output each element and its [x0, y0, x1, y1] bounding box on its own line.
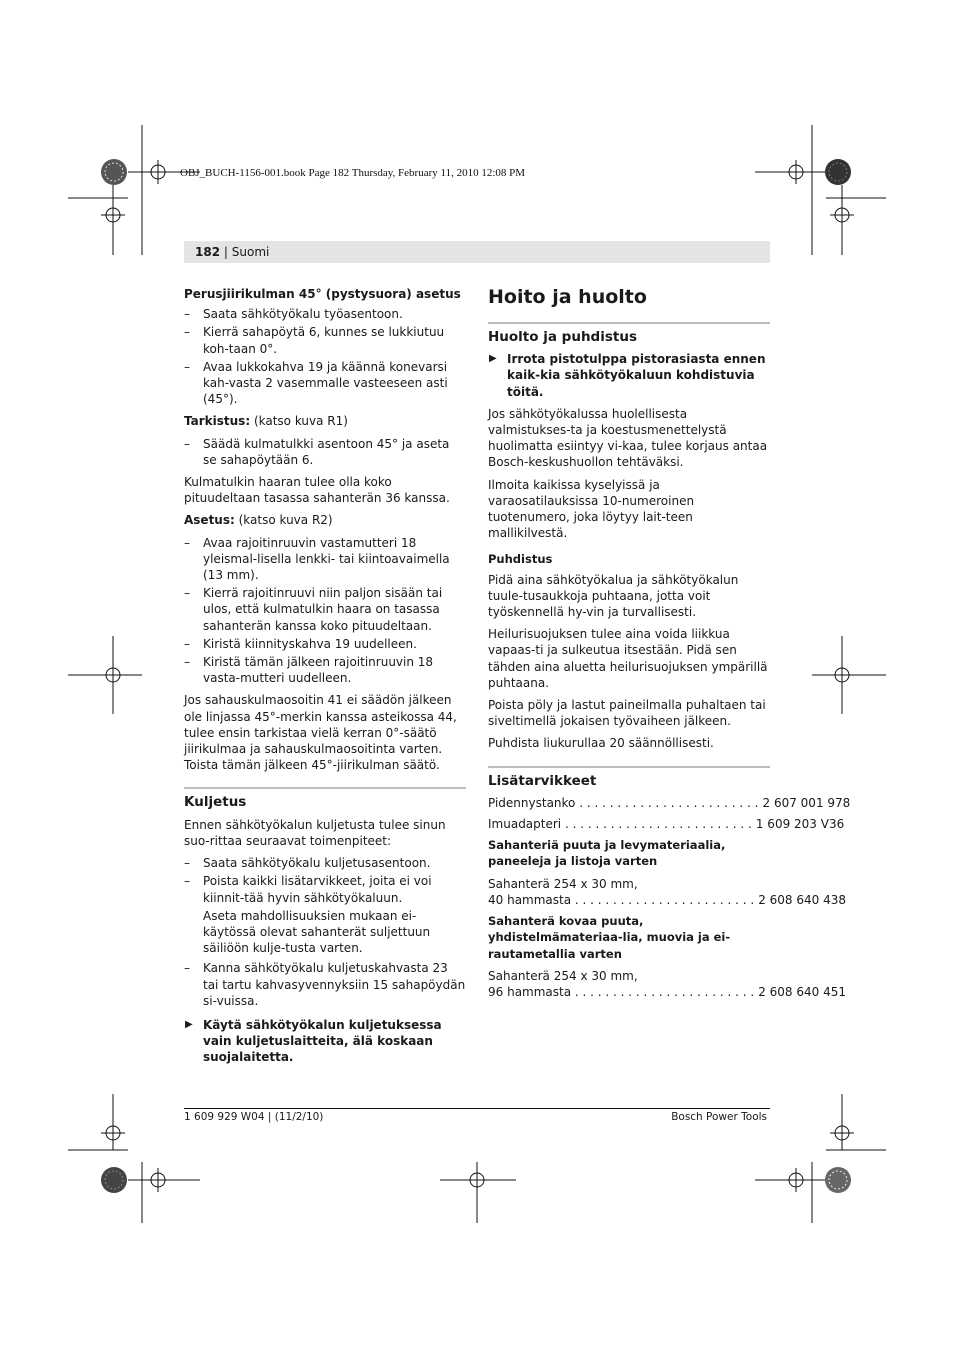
- transport-heading: Kuljetus: [184, 787, 466, 810]
- footer-rule: [184, 1108, 770, 1109]
- triangle-bullet-icon: ▶: [489, 353, 497, 365]
- transport-intro: Ennen sähkötyökalun kuljetusta tulee sinun suo-rittaa seuraavat toimenpiteet:: [184, 817, 446, 848]
- clean-paragraph-4: Puhdista liukurullaa 20 säännöllisesti.: [488, 736, 714, 751]
- list-item: – Poista kaikki lisätarvikkeet, joita ei voi kiinnit-tää hyvin sähkötyökaluun.: [184, 874, 432, 905]
- care-heading: Huolto ja puhdistus: [488, 322, 770, 345]
- list-item: – Avaa lukkokahva 19 ja käännä konevarsi kah-vasta 2 vasemmalle vasteeseen asti (45°).: [184, 359, 448, 407]
- transport-steps-2: [184, 960, 466, 1009]
- accessory-row: Imuadapteri . . . . . . . . . . . . . . . . . . . . . . . . . 1 609 203 V36: [488, 817, 845, 832]
- list-item: – Saata sähkötyökalu kuljetusasentoon.: [184, 856, 431, 871]
- clean-paragraph-3: Poista pöly ja lastut paineilmalla puhaltaen tai siveltimellä jokaisen työvaiheen jälkeen.: [488, 698, 766, 729]
- header-section: Suomi: [231, 245, 270, 259]
- list-item: – Säädä kulmatulkki asentoon 45° ja aseta se sahapöytään 6.: [184, 436, 450, 467]
- clean-paragraph-2: Heilurisuojuksen tulee aina voida liikkua vapaas-ti ja sulkeutua itsestään. Pidä sen tähden aina aluetta heilurisuojuksen ympärillä puhtaana.: [488, 627, 768, 690]
- accessory-row: 40 hammasta . . . . . . . . . . . . . . . . . . . . . . . . 2 608 640 438: [488, 892, 846, 907]
- check-steps: [184, 436, 466, 468]
- transport-warning: ▶ Käytä sähkötyökalun kuljetuksessa vain kuljetuslaitteita, älä koskaan suojalaitetta.: [185, 1017, 442, 1065]
- file-stamp: OBJ_BUCH-1156-001.book Page 182 Thursday, February 11, 2010 12:08 PM: [180, 167, 526, 179]
- accessories-heading: Lisätarvikkeet: [488, 766, 770, 789]
- care-paragraph-2: Ilmoita kaikissa kyselyissä ja varaosatilauksissa 10-numeroinen tuotenumero, joka löytyy lait-teen mallikilvestä.: [488, 477, 695, 541]
- page-header: [184, 241, 770, 263]
- bevel-45-steps: [184, 306, 466, 407]
- accessory-row: 96 hammasta . . . . . . . . . . . . . . . . . . . . . . . . 2 608 640 451: [488, 984, 846, 999]
- page-number: 182: [195, 245, 221, 259]
- adjust-steps: [184, 535, 466, 687]
- check-note: Kulmatulkin haaran tulee olla koko pituudeltaan tasassa sahanterän 36 kanssa.: [184, 475, 450, 506]
- list-item: – Kiristä tämän jälkeen rajoitinruuvin 18 vasta-mutteri uudelleen.: [184, 655, 434, 686]
- list-item: – Kanna sähkötyökalu kuljetuskahvasta 23 tai tartu kahvasyvennyksiin 15 sahapöydän si-vuissa.: [184, 961, 466, 1008]
- triangle-bullet-icon: ▶: [185, 1018, 193, 1030]
- clean-paragraph-1: Pidä aina sähkötyökalua ja sähkötyökalun tuule-tusaukkoja puhtaana, jotta voit työskennellä hy-vin ja turvallisesti.: [488, 572, 739, 620]
- adjust-note: Jos sahauskulmaosoitin 41 ei säädön jälkeen ole linjassa 45°-merkin kanssa asteikossa 44, tulee ensin tarkistaa vielä kerran 0°-säätö jiirikulmaa ja sahauskulmaosoitinta varten. Toista tämän jälkeen 45°-jiirikulman säätö.: [184, 693, 457, 773]
- main-heading: Hoito ja huolto: [488, 286, 647, 308]
- wood-blade-line: Sahanterä 254 x 30 mm,: [488, 876, 638, 891]
- list-item: – Saata sähkötyökalu työasentoon.: [184, 307, 403, 322]
- care-paragraph-1: Jos sähkötyökalussa huolellisesta valmistukses-ta ja koestusmenettelystä huolimatta esiintyy vi-kaa, tulee korjaus antaa Bosch-keskushuollon tehtäväksi.: [488, 406, 768, 470]
- check-line: Tarkistus: (katso kuva R1): [184, 414, 348, 429]
- adjust-line: Asetus: (katso kuva R2): [184, 513, 333, 528]
- clean-heading: Puhdistus: [488, 552, 553, 567]
- left-column: [184, 286, 466, 1072]
- list-item: – Avaa rajoitinruuvin vastamutteri 18 yleismal-lisella lenkki- tai kiintoavaimella (13 mm).: [184, 535, 450, 583]
- bevel-45-heading: Perusjiirikulman 45° (pystysuora) asetus: [184, 287, 461, 301]
- footer-doc-number: 1 609 929 W04 | (11/2/10): [184, 1111, 324, 1123]
- header-separator: |: [223, 245, 228, 259]
- care-warning: ▶ Irrota pistotulppa pistorasiasta ennen kaik-kia sähkötyökaluun kohdistuvia töitä.: [489, 352, 766, 399]
- wood-blades-heading: Sahanteriä puuta ja levymateriaalia, paneeleja ja listoja varten: [488, 838, 726, 869]
- transport-sub-note: Aseta mahdollisuuksien mukaan ei-käytössä olevat sahanterät suljettuun säiliöön kulje-tusta varten.: [203, 908, 431, 956]
- accessory-row: Pidennystanko . . . . . . . . . . . . . . . . . . . . . . . . 2 607 001 978: [488, 795, 851, 810]
- footer-brand: Bosch Power Tools: [671, 1111, 767, 1123]
- right-column: [488, 286, 851, 1005]
- list-item: – Kierrä rajoitinruuvi niin paljon sisään tai ulos, että kulmatulkin haara on tasassa sahanterän kanssa koko pituudeltaan.: [184, 586, 443, 633]
- hard-blade-line: Sahanterä 254 x 30 mm,: [488, 968, 638, 983]
- list-item: – Kiristä kiinnityskahva 19 uudelleen.: [184, 636, 417, 651]
- hard-blades-heading: Sahanterä kovaa puuta, yhdistelmämateriaa-lia, muovia ja ei-rautametallia varten: [488, 914, 731, 961]
- transport-steps: [184, 855, 466, 906]
- list-item: – Kierrä sahapöytä 6, kunnes se lukkiutuu koh-taan 0°.: [184, 325, 445, 356]
